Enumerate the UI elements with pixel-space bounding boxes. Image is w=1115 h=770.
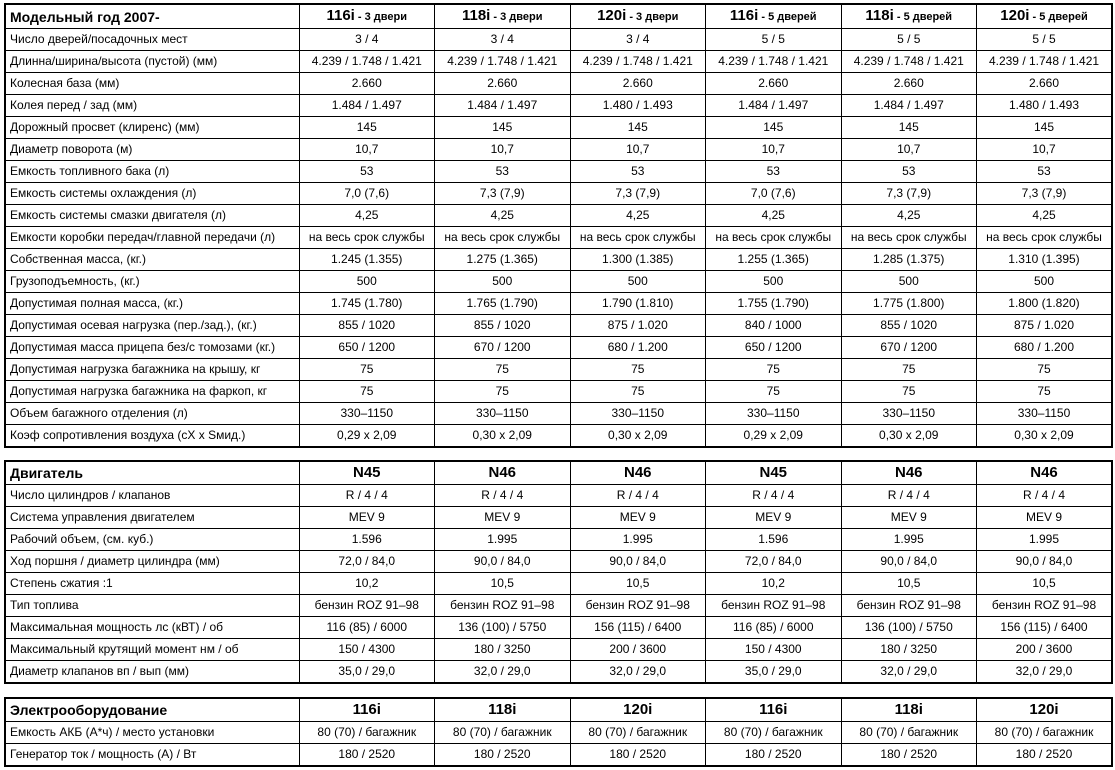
cell-value: 1.995 (977, 529, 1113, 551)
cell-value: 1.245 (1.355) (299, 249, 435, 271)
row-label: Собственная масса, (кг.) (5, 249, 299, 271)
cell-value: бензин ROZ 91–98 (841, 595, 977, 617)
cell-value: 180 / 2520 (435, 744, 571, 767)
table-row (5, 744, 1112, 767)
door-count: - 5 дверей (1029, 11, 1088, 23)
cell-value: 4.239 / 1.748 / 1.421 (570, 51, 706, 73)
cell-value: 330–1150 (977, 403, 1113, 425)
cell-value: MEV 9 (977, 507, 1113, 529)
cell-value: 116 (85) / 6000 (706, 617, 842, 639)
cell-value: 0,29 x 2,09 (706, 425, 842, 448)
model-name: 118i (461, 7, 491, 24)
table-row (5, 29, 1112, 51)
row-label: Колесная база (мм) (5, 73, 299, 95)
table-row (5, 51, 1112, 73)
cell-value: на весь срок службы (977, 227, 1113, 249)
table-row (5, 293, 1112, 315)
cell-value: 1.775 (1.800) (841, 293, 977, 315)
cell-value: 72,0 / 84,0 (706, 551, 842, 573)
cell-value: 1.285 (1.375) (841, 249, 977, 271)
cell-value: 500 (977, 271, 1113, 293)
row-label: Колея перед / зад (мм) (5, 95, 299, 117)
column-header (435, 4, 571, 29)
cell-value: 136 (100) / 5750 (841, 617, 977, 639)
cell-value: 1.790 (1.810) (570, 293, 706, 315)
cell-value: на весь срок службы (570, 227, 706, 249)
table-row (5, 381, 1112, 403)
row-label: Емкость системы охлаждения (л) (5, 183, 299, 205)
cell-value: 680 / 1.200 (977, 337, 1113, 359)
cell-value: 4,25 (977, 205, 1113, 227)
cell-value: 4,25 (706, 205, 842, 227)
table-row (5, 205, 1112, 227)
section-title: Двигатель (5, 461, 299, 485)
cell-value: 330–1150 (570, 403, 706, 425)
cell-value: 4.239 / 1.748 / 1.421 (435, 51, 571, 73)
model-name: N46 (488, 464, 517, 481)
cell-value: 180 / 2520 (570, 744, 706, 767)
cell-value: 32,0 / 29,0 (435, 661, 571, 684)
cell-value: 7,3 (7,9) (570, 183, 706, 205)
model-name: N45 (352, 464, 381, 481)
cell-value: 1.995 (435, 529, 571, 551)
cell-value: 1.995 (841, 529, 977, 551)
row-label: Длинна/ширина/высота (пустой) (мм) (5, 51, 299, 73)
cell-value: R / 4 / 4 (435, 485, 571, 507)
table-row (5, 359, 1112, 381)
cell-value: 90,0 / 84,0 (977, 551, 1113, 573)
section-header-row (5, 4, 1112, 29)
cell-value: бензин ROZ 91–98 (435, 595, 571, 617)
cell-value: 32,0 / 29,0 (841, 661, 977, 684)
cell-value: R / 4 / 4 (841, 485, 977, 507)
cell-value: 75 (977, 381, 1113, 403)
cell-value: MEV 9 (299, 507, 435, 529)
cell-value: 2.660 (841, 73, 977, 95)
row-label: Диаметр поворота (м) (5, 139, 299, 161)
model-name: N46 (1030, 464, 1058, 481)
cell-value: 500 (841, 271, 977, 293)
cell-value: 1.745 (1.780) (299, 293, 435, 315)
row-label: Дорожный просвет (клиренс) (мм) (5, 117, 299, 139)
table-row (5, 337, 1112, 359)
model-name: N46 (894, 464, 923, 481)
cell-value: 90,0 / 84,0 (570, 551, 706, 573)
cell-value: 75 (977, 359, 1113, 381)
cell-value: 80 (70) / багажник (841, 722, 977, 744)
table-row (5, 529, 1112, 551)
row-label: Емкость АКБ (А*ч) / место установки (5, 722, 299, 744)
cell-value: бензин ROZ 91–98 (570, 595, 706, 617)
column-header (977, 4, 1113, 29)
row-label: Число цилиндров / клапанов (5, 485, 299, 507)
general-specs-table (4, 3, 1113, 448)
column-header (299, 4, 435, 29)
cell-value: 1.484 / 1.497 (435, 95, 571, 117)
cell-value: на весь срок службы (706, 227, 842, 249)
row-label: Объем багажного отделения (л) (5, 403, 299, 425)
table-row (5, 551, 1112, 573)
cell-value: 650 / 1200 (706, 337, 842, 359)
cell-value: 10,7 (435, 139, 571, 161)
column-header (706, 4, 842, 29)
cell-value: бензин ROZ 91–98 (706, 595, 842, 617)
cell-value: 5 / 5 (977, 29, 1113, 51)
column-header (299, 461, 435, 485)
row-label: Емкости коробки передач/главной передачи (л) (5, 227, 299, 249)
cell-value: 840 / 1000 (706, 315, 842, 337)
table-row (5, 722, 1112, 744)
cell-value: 5 / 5 (841, 29, 977, 51)
cell-value: 80 (70) / багажник (435, 722, 571, 744)
door-count: - 5 дверей (893, 11, 953, 23)
column-header (706, 698, 842, 722)
model-name: 118i (865, 7, 894, 24)
cell-value: 330–1150 (706, 403, 842, 425)
cell-value: R / 4 / 4 (977, 485, 1113, 507)
row-label: Генератор ток / мощность (А) / Вт (5, 744, 299, 767)
row-label: Ход поршня / диаметр цилиндра (мм) (5, 551, 299, 573)
cell-value: 35,0 / 29,0 (706, 661, 842, 684)
table-row (5, 573, 1112, 595)
cell-value: 7,3 (7,9) (977, 183, 1113, 205)
cell-value: 145 (841, 117, 977, 139)
model-name: 120i (1029, 701, 1059, 718)
model-name: 116i (352, 701, 381, 718)
model-name: 118i (894, 701, 923, 718)
cell-value: 72,0 / 84,0 (299, 551, 435, 573)
cell-value: 75 (435, 359, 571, 381)
cell-value: 80 (70) / багажник (299, 722, 435, 744)
row-label: Рабочий объем, (см. куб.) (5, 529, 299, 551)
row-label: Число дверей/посадочных мест (5, 29, 299, 51)
cell-value: 53 (841, 161, 977, 183)
table-row (5, 117, 1112, 139)
cell-value: 10,5 (841, 573, 977, 595)
cell-value: 3 / 4 (570, 29, 706, 51)
cell-value: 330–1150 (841, 403, 977, 425)
cell-value: 855 / 1020 (841, 315, 977, 337)
cell-value: 1.995 (570, 529, 706, 551)
cell-value: 4.239 / 1.748 / 1.421 (706, 51, 842, 73)
cell-value: 180 / 2520 (977, 744, 1113, 767)
cell-value: 0,30 x 2,09 (841, 425, 977, 448)
column-header (706, 461, 842, 485)
cell-value: 53 (299, 161, 435, 183)
cell-value: 10,5 (570, 573, 706, 595)
section-title: Модельный год 2007- (5, 4, 299, 29)
cell-value: 145 (706, 117, 842, 139)
section-title: Электрооборудование (5, 698, 299, 722)
table-row (5, 485, 1112, 507)
table-row (5, 425, 1112, 448)
section-header-row (5, 698, 1112, 722)
cell-value: 2.660 (977, 73, 1113, 95)
model-name: 120i (623, 701, 653, 718)
cell-value: 7,0 (7,6) (706, 183, 842, 205)
cell-value: 0,30 x 2,09 (435, 425, 571, 448)
section-header-row (5, 461, 1112, 485)
row-label: Степень сжатия :1 (5, 573, 299, 595)
cell-value: 500 (299, 271, 435, 293)
cell-value: 1.765 (1.790) (435, 293, 571, 315)
cell-value: на весь срок службы (435, 227, 571, 249)
cell-value: 10,5 (435, 573, 571, 595)
column-header (570, 461, 706, 485)
cell-value: MEV 9 (706, 507, 842, 529)
cell-value: 53 (570, 161, 706, 183)
table-row (5, 95, 1112, 117)
cell-value: 855 / 1020 (435, 315, 571, 337)
table-row (5, 617, 1112, 639)
table-row (5, 249, 1112, 271)
column-header (435, 698, 571, 722)
cell-value: 5 / 5 (706, 29, 842, 51)
door-count: - 3 двери (490, 11, 543, 23)
cell-value: 80 (70) / багажник (977, 722, 1113, 744)
table-row (5, 271, 1112, 293)
cell-value: 145 (435, 117, 571, 139)
model-name: N46 (623, 464, 652, 481)
cell-value: 4,25 (570, 205, 706, 227)
cell-value: 180 / 2520 (299, 744, 435, 767)
cell-value: 75 (435, 381, 571, 403)
cell-value: 4.239 / 1.748 / 1.421 (299, 51, 435, 73)
cell-value: 145 (570, 117, 706, 139)
cell-value: 10,7 (706, 139, 842, 161)
cell-value: 670 / 1200 (841, 337, 977, 359)
column-header (977, 461, 1113, 485)
table-row (5, 183, 1112, 205)
cell-value: 1.255 (1.365) (706, 249, 842, 271)
cell-value: 145 (977, 117, 1113, 139)
cell-value: 500 (570, 271, 706, 293)
electrical-specs-table (4, 697, 1113, 767)
table-row (5, 73, 1112, 95)
cell-value: 32,0 / 29,0 (570, 661, 706, 684)
row-label: Максимальная мощность лс (кВТ) / об (5, 617, 299, 639)
cell-value: 180 / 2520 (841, 744, 977, 767)
table-row (5, 403, 1112, 425)
column-header (841, 4, 977, 29)
cell-value: 180 / 3250 (435, 639, 571, 661)
model-name: 116i (759, 701, 788, 718)
cell-value: R / 4 / 4 (706, 485, 842, 507)
cell-value: 0,30 x 2,09 (977, 425, 1113, 448)
row-label: Максимальный крутящий момент нм / об (5, 639, 299, 661)
row-label: Диаметр клапанов вп / вып (мм) (5, 661, 299, 684)
cell-value: бензин ROZ 91–98 (299, 595, 435, 617)
cell-value: 1.275 (1.365) (435, 249, 571, 271)
door-count: - 5 дверей (758, 11, 817, 23)
cell-value: 32,0 / 29,0 (977, 661, 1113, 684)
cell-value: 10,7 (977, 139, 1113, 161)
cell-value: 80 (70) / багажник (706, 722, 842, 744)
model-name: N45 (759, 464, 788, 481)
column-header (299, 698, 435, 722)
column-header (841, 461, 977, 485)
cell-value: 10,2 (706, 573, 842, 595)
cell-value: 150 / 4300 (299, 639, 435, 661)
row-label: Система управления двигателем (5, 507, 299, 529)
cell-value: 75 (706, 381, 842, 403)
cell-value: 150 / 4300 (706, 639, 842, 661)
table-row (5, 161, 1112, 183)
door-count: - 3 двери (354, 11, 408, 23)
row-label: Коэф сопротивления воздуха (cX x Sмид.) (5, 425, 299, 448)
cell-value: 75 (841, 359, 977, 381)
table-row (5, 507, 1112, 529)
cell-value: 200 / 3600 (977, 639, 1113, 661)
cell-value: 35,0 / 29,0 (299, 661, 435, 684)
cell-value: 4,25 (299, 205, 435, 227)
cell-value: 53 (435, 161, 571, 183)
cell-value: MEV 9 (841, 507, 977, 529)
cell-value: 116 (85) / 6000 (299, 617, 435, 639)
cell-value: 10,7 (841, 139, 977, 161)
cell-value: 500 (435, 271, 571, 293)
table-row (5, 315, 1112, 337)
cell-value: 200 / 3600 (570, 639, 706, 661)
row-label: Допустимая нагрузка багажника на крышу, кг (5, 359, 299, 381)
row-label: Допустимая масса прицепа без/с томозами (кг.) (5, 337, 299, 359)
cell-value: 7,0 (7,6) (299, 183, 435, 205)
cell-value: 3 / 4 (435, 29, 571, 51)
cell-value: 2.660 (299, 73, 435, 95)
cell-value: 650 / 1200 (299, 337, 435, 359)
cell-value: 500 (706, 271, 842, 293)
cell-value: 156 (115) / 6400 (570, 617, 706, 639)
cell-value: 4.239 / 1.748 / 1.421 (841, 51, 977, 73)
cell-value: 875 / 1.020 (570, 315, 706, 337)
cell-value: 330–1150 (299, 403, 435, 425)
cell-value: 2.660 (570, 73, 706, 95)
cell-value: на весь срок службы (841, 227, 977, 249)
cell-value: 680 / 1.200 (570, 337, 706, 359)
cell-value: 10,5 (977, 573, 1113, 595)
model-name: 120i (597, 7, 627, 24)
column-header (841, 698, 977, 722)
column-header (977, 698, 1113, 722)
row-label: Допустимая нагрузка багажника на фаркоп, кг (5, 381, 299, 403)
cell-value: 855 / 1020 (299, 315, 435, 337)
cell-value: 90,0 / 84,0 (435, 551, 571, 573)
model-name: 118i (488, 701, 517, 718)
cell-value: 53 (706, 161, 842, 183)
door-count: - 3 двери (626, 11, 679, 23)
cell-value: 4.239 / 1.748 / 1.421 (977, 51, 1113, 73)
cell-value: 136 (100) / 5750 (435, 617, 571, 639)
cell-value: 1.484 / 1.497 (299, 95, 435, 117)
cell-value: 670 / 1200 (435, 337, 571, 359)
cell-value: 1.484 / 1.497 (841, 95, 977, 117)
cell-value: 1.596 (706, 529, 842, 551)
cell-value: 1.755 (1.790) (706, 293, 842, 315)
cell-value: 75 (841, 381, 977, 403)
cell-value: 1.300 (1.385) (570, 249, 706, 271)
table-row (5, 139, 1112, 161)
cell-value: 2.660 (706, 73, 842, 95)
row-label: Допустимая полная масса, (кг.) (5, 293, 299, 315)
cell-value: R / 4 / 4 (299, 485, 435, 507)
cell-value: 1.480 / 1.493 (570, 95, 706, 117)
row-label: Грузоподъемность, (кг.) (5, 271, 299, 293)
cell-value: 1.596 (299, 529, 435, 551)
cell-value: 0,30 x 2,09 (570, 425, 706, 448)
column-header (570, 698, 706, 722)
cell-value: 75 (299, 381, 435, 403)
cell-value: 7,3 (7,9) (841, 183, 977, 205)
cell-value: MEV 9 (570, 507, 706, 529)
row-label: Допустимая осевая нагрузка (пер./зад.), (кг.) (5, 315, 299, 337)
cell-value: 180 / 3250 (841, 639, 977, 661)
column-header (435, 461, 571, 485)
cell-value: 1.310 (1.395) (977, 249, 1113, 271)
cell-value: 75 (570, 359, 706, 381)
model-name: 116i (729, 7, 759, 24)
cell-value: 90,0 / 84,0 (841, 551, 977, 573)
cell-value: 75 (706, 359, 842, 381)
cell-value: 75 (570, 381, 706, 403)
cell-value: 4,25 (841, 205, 977, 227)
cell-value: 145 (299, 117, 435, 139)
cell-value: 3 / 4 (299, 29, 435, 51)
model-name: 116i (326, 7, 355, 24)
model-name: 120i (1000, 7, 1030, 24)
cell-value: 0,29 x 2,09 (299, 425, 435, 448)
cell-value: 330–1150 (435, 403, 571, 425)
cell-value: 10,2 (299, 573, 435, 595)
cell-value: 875 / 1.020 (977, 315, 1113, 337)
cell-value: MEV 9 (435, 507, 571, 529)
cell-value: 10,7 (570, 139, 706, 161)
cell-value: 2.660 (435, 73, 571, 95)
engine-specs-table (4, 460, 1113, 684)
table-row (5, 661, 1112, 684)
cell-value: 4,25 (435, 205, 571, 227)
cell-value: 10,7 (299, 139, 435, 161)
cell-value: 75 (299, 359, 435, 381)
row-label: Емкость топливного бака (л) (5, 161, 299, 183)
table-row (5, 595, 1112, 617)
cell-value: 7,3 (7,9) (435, 183, 571, 205)
table-row (5, 227, 1112, 249)
cell-value: 80 (70) / багажник (570, 722, 706, 744)
cell-value: бензин ROZ 91–98 (977, 595, 1113, 617)
cell-value: 1.800 (1.820) (977, 293, 1113, 315)
cell-value: 156 (115) / 6400 (977, 617, 1113, 639)
table-row (5, 639, 1112, 661)
row-label: Емкость системы смазки двигателя (л) (5, 205, 299, 227)
column-header (570, 4, 706, 29)
cell-value: R / 4 / 4 (570, 485, 706, 507)
row-label: Тип топлива (5, 595, 299, 617)
cell-value: на весь срок службы (299, 227, 435, 249)
cell-value: 180 / 2520 (706, 744, 842, 767)
cell-value: 1.484 / 1.497 (706, 95, 842, 117)
cell-value: 53 (977, 161, 1113, 183)
cell-value: 1.480 / 1.493 (977, 95, 1113, 117)
